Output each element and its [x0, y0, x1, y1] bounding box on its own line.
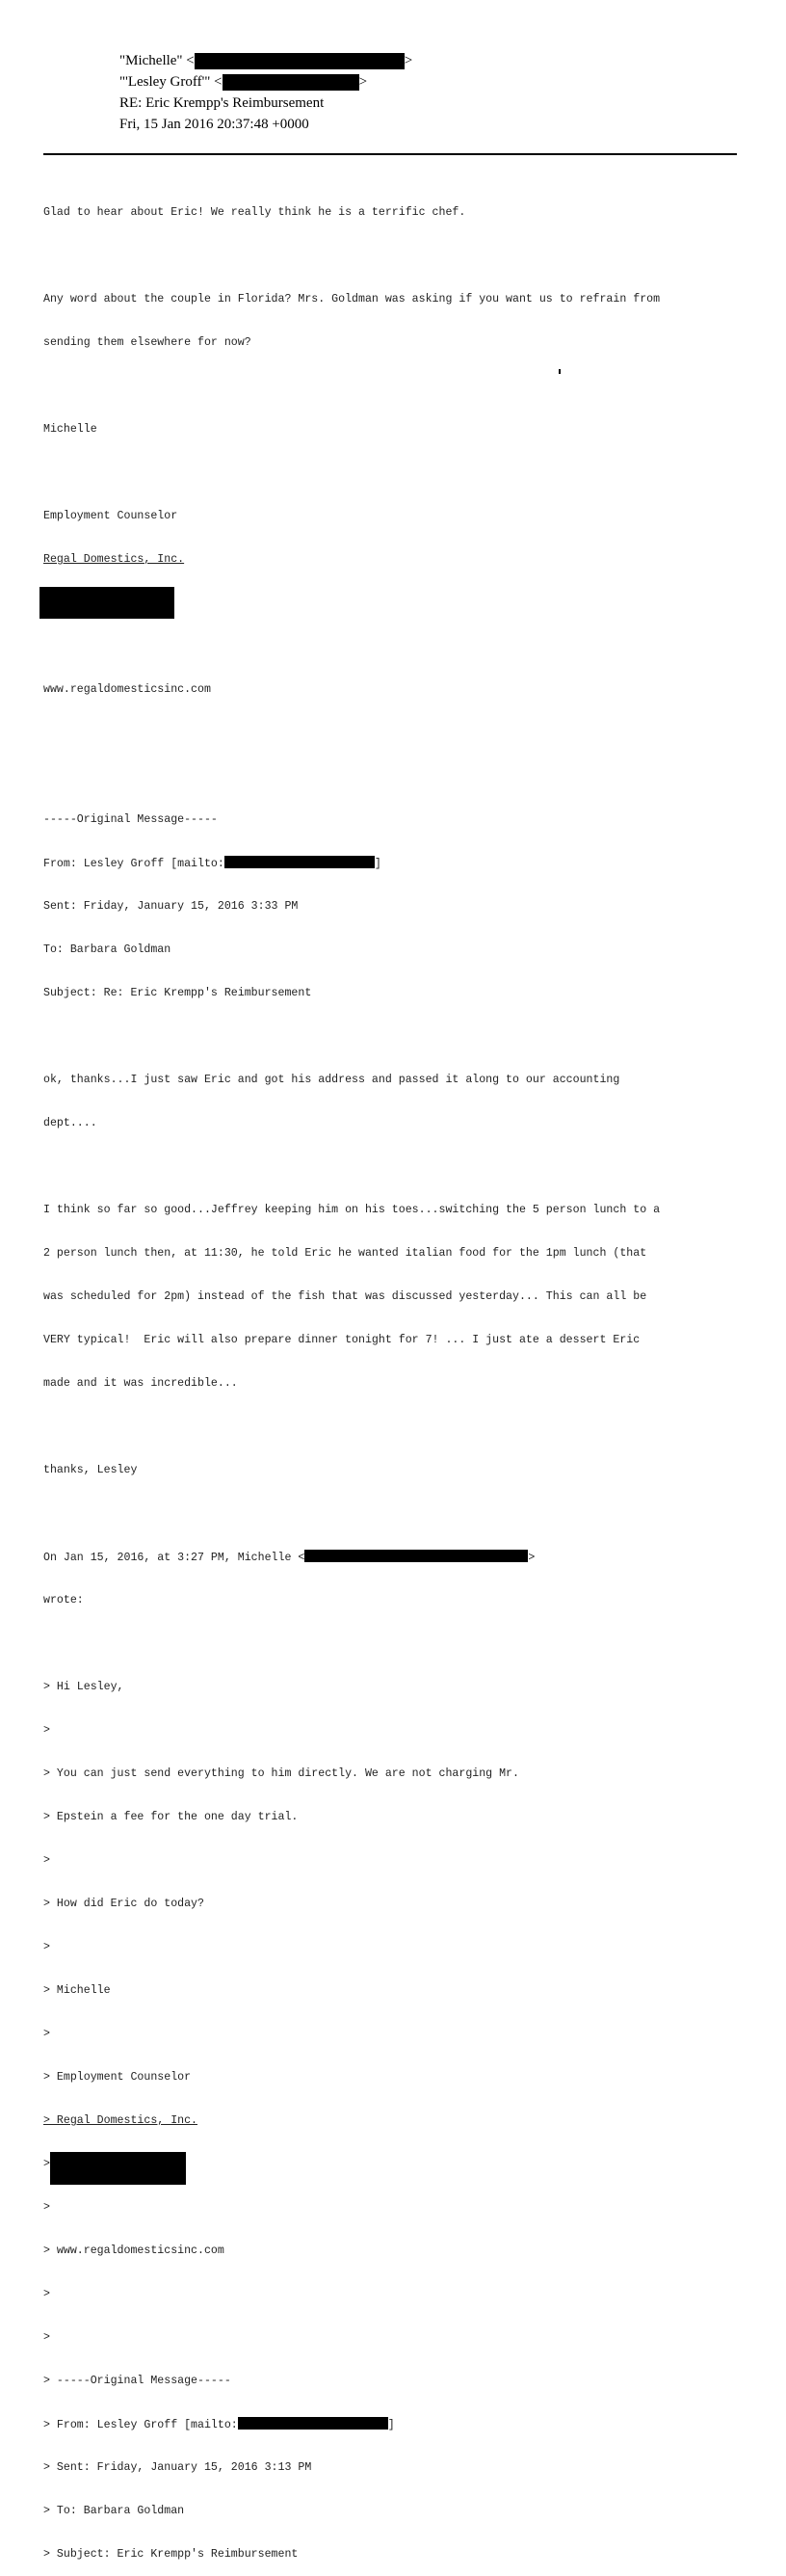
quoted-line: > [43, 2288, 50, 2300]
quoted-line: > [43, 1941, 50, 1953]
quoted-line[interactable]: > www.regaldomesticsinc.com [43, 2244, 224, 2257]
signature-title: Employment Counselor [43, 510, 178, 522]
wrote-line: On Jan 15, 2016, at 3:27 PM, Michelle < > [43, 1552, 536, 1564]
header-from-value: "Michelle" < > [119, 53, 413, 68]
header-date-value: Fri, 15 Jan 2016 20:37:48 +0000 [119, 117, 309, 132]
body-line: dept.... [43, 1117, 97, 1129]
body-line: Any word about the couple in Florida? Mrs. Goldman was asking if you want us to refrain from [43, 293, 661, 305]
body-line: made and it was incredible... [43, 1377, 238, 1390]
redaction-box [223, 74, 359, 91]
quoted-line: > Sent: Friday, January 15, 2016 3:13 PM [43, 2461, 312, 2474]
redaction-box [50, 2152, 186, 2185]
redaction-box [224, 856, 375, 868]
redaction-box [39, 587, 174, 619]
redaction-box [304, 1550, 528, 1562]
body-line: was scheduled for 2pm) instead of the fish that was discussed yesterday... This can all be [43, 1290, 647, 1303]
quoted-line: > [43, 1854, 50, 1867]
header-divider [43, 153, 737, 155]
header-subject-value: RE: Eric Krempp's Reimbursement [119, 95, 325, 111]
quoted-line: > Subject: Eric Krempp's Reimbursement [43, 2548, 299, 2561]
body-line: VERY typical! Eric will also prepare dinner tonight for 7! ... I just ate a dessert Eric [43, 1334, 641, 1346]
orig1-from-line: From: Lesley Groff [mailto: ] [43, 858, 381, 870]
body-line: thanks, Lesley [43, 1464, 138, 1476]
original-message-marker: -----Original Message----- [43, 813, 218, 826]
quoted-line: > You can just send everything to him directly. We are not charging Mr. [43, 1767, 519, 1780]
orig1-to-line: To: Barbara Goldman [43, 943, 171, 956]
body-line: wrote: [43, 1594, 84, 1607]
redaction-box [238, 2417, 388, 2430]
quoted-line: > -----Original Message----- [43, 2375, 231, 2387]
quoted-line: > Regal Domestics, Inc. [43, 2114, 198, 2127]
signature-website[interactable]: www.regaldomesticsinc.com [43, 683, 211, 696]
body-line: I think so far so good...Jeffrey keeping him on his toes...switching the 5 person lunch to a [43, 1204, 661, 1216]
quoted-line: > To: Barbara Goldman [43, 2505, 185, 2517]
quoted-line: > How did Eric do today? [43, 1898, 204, 1910]
quoted-line: > Hi Lesley, [43, 1681, 124, 1693]
redaction-box [195, 53, 405, 69]
quoted-line: > [43, 2157, 756, 2171]
quoted-line: > Michelle [43, 1984, 111, 1997]
orig1-subject-line: Subject: Re: Eric Krempp's Reimbursement [43, 987, 312, 999]
quoted-line: > Employment Counselor [43, 2071, 192, 2084]
body-line: Glad to hear about Eric! We really think he is a terrific chef. [43, 206, 466, 219]
signature-company: Regal Domestics, Inc. [43, 553, 185, 566]
quoted-line: > [43, 1724, 50, 1737]
header-to-value: "'Lesley Groff'" < > [119, 74, 368, 90]
body-line: sending them elsewhere for now? [43, 336, 251, 349]
signature-name: Michelle [43, 423, 97, 436]
quoted-line: > [43, 2331, 50, 2344]
quoted-line: > Epstein a fee for the one day trial. [43, 1811, 299, 1823]
orig1-sent-line: Sent: Friday, January 15, 2016 3:33 PM [43, 900, 299, 913]
email-body [43, 176, 756, 2576]
body-line: ok, thanks...I just saw Eric and got his address and passed it along to our accounting [43, 1074, 620, 1086]
quoted-line: > [43, 2201, 50, 2214]
body-line: 2 person lunch then, at 11:30, he told Eric he wanted italian food for the 1pm lunch (that [43, 1247, 647, 1260]
quoted-line: > From: Lesley Groff [mailto: ] [43, 2419, 395, 2431]
quoted-line: > [43, 2028, 50, 2040]
